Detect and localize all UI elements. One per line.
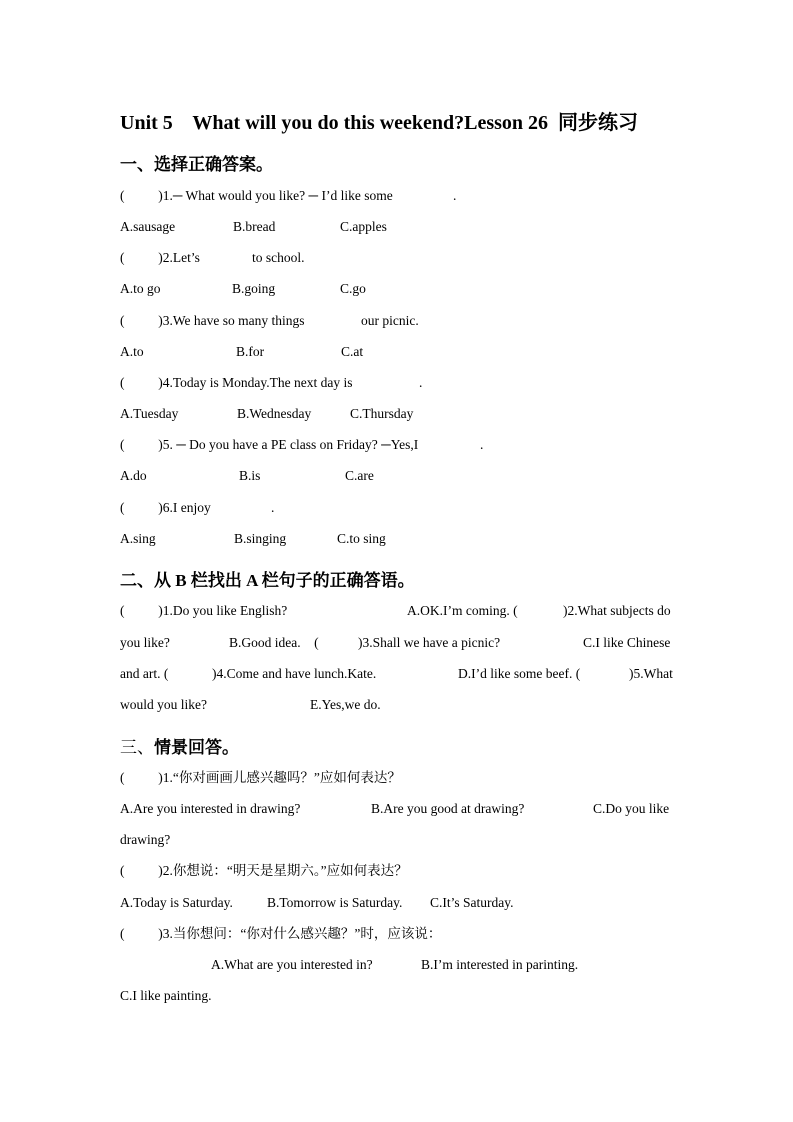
q3-option-b: B.for xyxy=(236,344,265,359)
match-line-3d: )5.What xyxy=(629,666,673,681)
match-line-3c: D.I’d like some beef. ( xyxy=(458,666,581,681)
q6-option-b: B.singing xyxy=(234,531,287,546)
situation-q1-option-c-cont: drawing? xyxy=(120,832,171,847)
section-3-heading-text: 情景回答。 xyxy=(154,738,239,757)
q4-option-b: B.Wednesday xyxy=(237,406,312,421)
q1-stem-end: . xyxy=(453,188,457,203)
situation-q1: ( )1.“你对画画儿感兴趣吗？”应如何表达？ xyxy=(120,770,401,785)
situation-q3-option-b: B.I’m interested in parinting. xyxy=(421,957,579,972)
q5-option-b: B.is xyxy=(239,468,261,483)
section-2-heading-suffix: 栏句子的正确答语。 xyxy=(257,571,415,590)
match-line-1b: A.OK.I’m coming. ( xyxy=(407,603,518,618)
section-3-heading-num: 三、 xyxy=(120,738,154,757)
q4-option-a: A.Tuesday xyxy=(120,406,179,421)
section-3-heading xyxy=(120,733,239,758)
section-2-heading-a: A xyxy=(246,571,258,590)
section-2-heading-prefix: 二、从 xyxy=(120,571,176,590)
situation-q1-option-b: B.Are you good at drawing? xyxy=(371,801,525,816)
q5-stem-end: . xyxy=(480,437,484,452)
situation-q3-option-a: A.What are you interested in? xyxy=(211,957,373,972)
q6-option-a: A.sing xyxy=(120,531,156,546)
q4-stem-end: . xyxy=(419,375,423,390)
situation-q2-option-a: A.Today is Saturday. xyxy=(120,895,233,910)
q5-stem: ( )5. ─ Do you have a PE class on Friday? ─Yes,I xyxy=(120,437,419,452)
q1-stem: ( )1.─ What would you like? ─ I’d like some xyxy=(120,188,393,203)
situation-q3-option-c: C.I like painting. xyxy=(120,988,212,1003)
situation-q1-option-c: C.Do you like xyxy=(593,801,670,816)
q2-option-b: B.going xyxy=(232,281,276,296)
match-line-4b: E.Yes,we do. xyxy=(310,697,381,712)
match-line-2d: C.I like Chinese xyxy=(583,635,671,650)
q6-option-c: C.to sing xyxy=(337,531,386,546)
q1-option-a: A.sausage xyxy=(120,219,176,234)
section-2-heading-b: B xyxy=(175,571,187,590)
match-line-2c: )3.Shall we have a picnic? xyxy=(358,635,501,650)
section-2-heading-mid: 栏找出 xyxy=(186,571,247,590)
q2-stem: ( )2.Let’s xyxy=(120,250,200,265)
q1-option-c: C.apples xyxy=(340,219,387,234)
q3-option-a: A.to xyxy=(120,344,144,359)
situation-q2-option-c: C.It’s Saturday. xyxy=(430,895,514,910)
match-line-4a: would you like? xyxy=(120,697,207,712)
page-title: Unit 5 What will you do this weekend?Lesson 26 同步练习 xyxy=(120,112,639,134)
match-line-3b: )4.Come and have lunch.Kate. xyxy=(212,666,377,681)
q2-stem-rest: to school. xyxy=(252,250,305,265)
match-line-1c: )2.What subjects do xyxy=(563,603,671,618)
q4-option-c: C.Thursday xyxy=(350,406,414,421)
match-line-3a: and art. ( xyxy=(120,666,169,681)
situation-q1-option-a: A.Are you interested in drawing? xyxy=(120,801,301,816)
q5-option-c: C.are xyxy=(345,468,374,483)
q6-stem: ( )6.I enjoy xyxy=(120,500,211,515)
match-line-1a: ( )1.Do you like English? xyxy=(120,603,288,618)
situation-q3: ( )3.当你想问：“你对什么感兴趣？”时，应该说： xyxy=(120,926,442,941)
q6-stem-end: . xyxy=(271,500,275,515)
situation-q2-option-b: B.Tomorrow is Saturday. xyxy=(267,895,403,910)
q2-option-c: C.go xyxy=(340,281,366,296)
q3-option-c: C.at xyxy=(341,344,364,359)
q2-option-a: A.to go xyxy=(120,281,161,296)
situation-q2: ( )2.你想说：“明天是星期六。”应如何表达？ xyxy=(120,863,408,878)
q3-stem: ( )3.We have so many things xyxy=(120,313,305,328)
section-2-heading xyxy=(120,566,415,591)
section-1-heading: 一、选择正确答案。 xyxy=(120,155,273,174)
q5-option-a: A.do xyxy=(120,468,147,483)
match-line-2a: you like? xyxy=(120,635,170,650)
match-line-2b: B.Good idea. ( xyxy=(229,635,319,650)
q3-stem-rest: our picnic. xyxy=(361,313,419,328)
q1-option-b: B.bread xyxy=(233,219,276,234)
q4-stem: ( )4.Today is Monday.The next day is xyxy=(120,375,353,390)
